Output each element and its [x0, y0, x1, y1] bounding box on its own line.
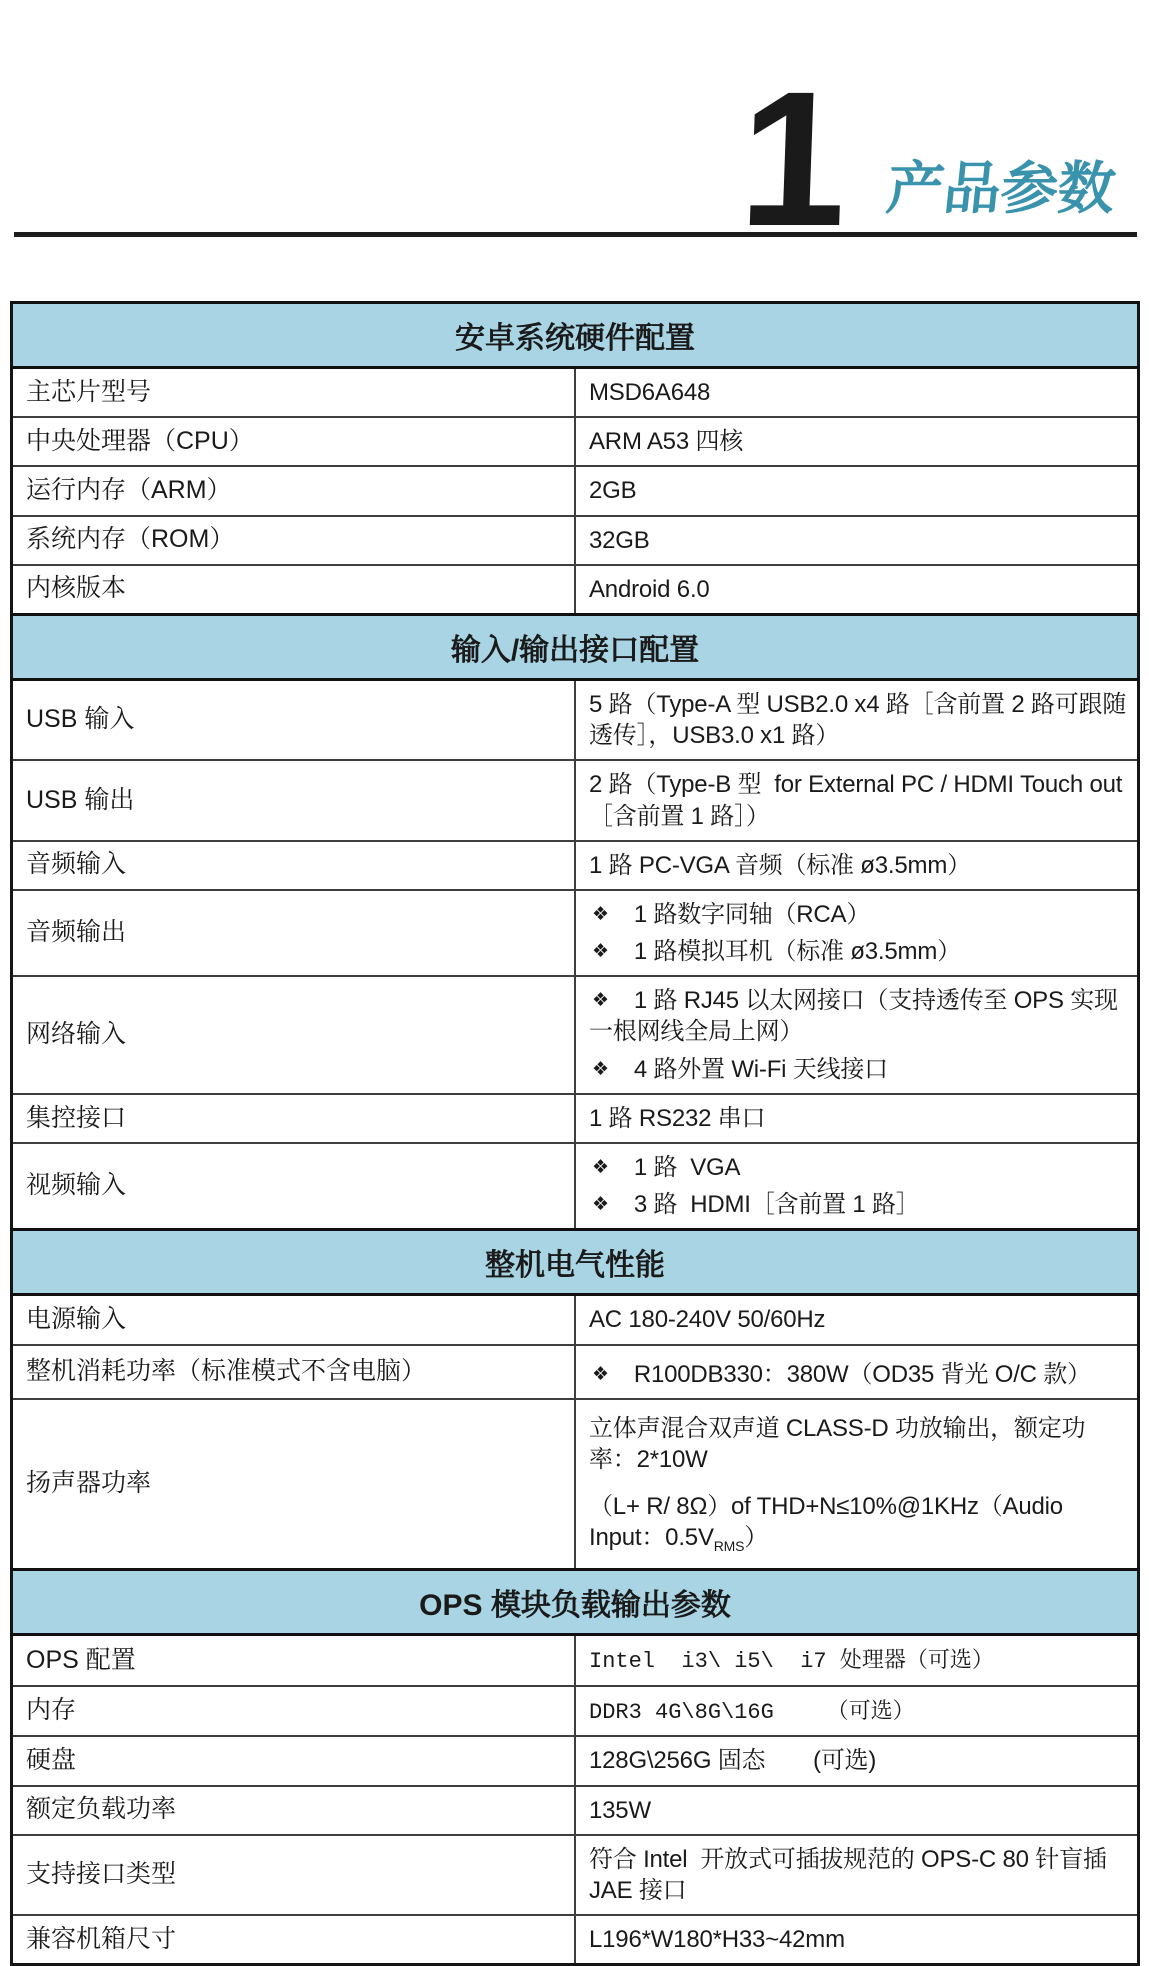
- spec-table: [10, 301, 1140, 1966]
- row-label: 兼容机箱尺寸: [12, 1915, 576, 1965]
- value-text: 135W: [589, 1796, 651, 1824]
- table-row: [12, 417, 1139, 466]
- value-text: 1 路数字同轴（RCA）: [633, 900, 871, 928]
- row-value: [575, 1686, 1139, 1737]
- section-title: 安卓系统硬件配置: [12, 303, 1139, 368]
- table-row: [12, 1736, 1139, 1785]
- row-label: 主芯片型号: [12, 368, 576, 418]
- row-value: [575, 1295, 1139, 1345]
- value-text: 1 路模拟耳机（标准 ø3.5mm）: [633, 938, 961, 966]
- section-header-row: [12, 1230, 1139, 1295]
- table-row: [12, 1915, 1139, 1965]
- value-text: 5 路（Type-A 型 USB2.0 x4 路［含前置 2 路可跟随透传］，USB3.0 x1 路）: [589, 690, 1127, 750]
- row-value: [575, 760, 1139, 840]
- diamond-bullet-icon: ❖: [592, 1194, 609, 1216]
- chapter-heading: [0, 0, 1149, 267]
- diamond-bullet-icon: ❖: [592, 1363, 609, 1385]
- row-label: 硬盘: [12, 1736, 576, 1785]
- row-label: 内存: [12, 1686, 576, 1737]
- value-text: 立体声混合双声道 CLASS-D 功放输出，额定功率：2*10W: [589, 1414, 1086, 1473]
- row-label: 音频输入: [12, 841, 576, 890]
- table-row: [12, 679, 1139, 760]
- section-title: 整机电气性能: [12, 1230, 1139, 1295]
- page-title: 产品参数: [883, 157, 1119, 221]
- value-text: 1 路 PC-VGA 音频（标准 ø3.5mm）: [589, 851, 971, 879]
- row-value: [575, 841, 1139, 890]
- table-row: [12, 760, 1139, 840]
- value-text: 1 路 RJ45 以太网接口（支持透传至 OPS 实现一根网线全局上网）: [589, 987, 1118, 1046]
- row-value: [575, 1094, 1139, 1143]
- row-label: USB 输出: [12, 760, 576, 840]
- section-title: OPS 模块负载输出参数: [12, 1570, 1139, 1635]
- value-text: 2GB: [589, 477, 637, 505]
- row-label: 支持接口类型: [12, 1835, 576, 1915]
- row-label: 音频输出: [12, 890, 576, 976]
- row-value: [575, 417, 1139, 466]
- table-row: [12, 841, 1139, 890]
- value-text: Android 6.0: [589, 575, 710, 603]
- row-label: 网络输入: [12, 976, 576, 1094]
- value-text: ARM A53 四核: [589, 428, 744, 456]
- row-label: 集控接口: [12, 1094, 576, 1143]
- row-label: 中央处理器（CPU）: [12, 417, 576, 466]
- table-row: [12, 1399, 1139, 1570]
- value-text: 32GB: [589, 526, 650, 554]
- diamond-bullet-icon: ❖: [592, 1058, 609, 1080]
- row-value: [575, 890, 1139, 976]
- table-row: [12, 1143, 1139, 1230]
- diamond-bullet-icon: ❖: [592, 1157, 609, 1178]
- table-row: [12, 1686, 1139, 1737]
- value-text: 1 路 RS232 串口: [589, 1104, 766, 1132]
- row-value: [575, 466, 1139, 515]
- row-value: [575, 565, 1139, 615]
- diamond-bullet-icon: ❖: [592, 941, 609, 963]
- value-text: AC 180-240V 50/60Hz: [589, 1306, 826, 1334]
- table-row: [12, 1295, 1139, 1345]
- value-text: L196*W180*H33~42mm: [589, 1926, 845, 1954]
- value-text: 3 路 HDMI［含前置 1 路］: [633, 1191, 920, 1219]
- row-label: 内核版本: [12, 565, 576, 615]
- section-header-row: [12, 303, 1139, 368]
- row-value: [575, 1736, 1139, 1785]
- value-text: （L+ R/ 8Ω）of THD+N≤10%@1KHz（Audio Input：0.5V: [589, 1493, 1070, 1552]
- table-row: [12, 1345, 1139, 1399]
- row-value: [575, 1786, 1139, 1835]
- section-header-row: [12, 614, 1139, 679]
- row-value: [575, 1915, 1139, 1965]
- row-value: [575, 679, 1139, 760]
- row-value: [575, 1635, 1139, 1686]
- row-label: 视频输入: [12, 1143, 576, 1230]
- row-value: [575, 368, 1139, 418]
- value-text: ）: [744, 1524, 769, 1552]
- row-label: 额定负载功率: [12, 1786, 576, 1835]
- value-text: MSD6A648: [589, 379, 711, 406]
- table-row: [12, 368, 1139, 418]
- diamond-bullet-icon: ❖: [592, 990, 609, 1012]
- diamond-bullet-icon: ❖: [592, 903, 609, 925]
- value-text: 128G\256G 固态 (可选): [589, 1747, 877, 1775]
- value-text: R100DB330：380W（OD35 背光 O/C 款）: [633, 1360, 1091, 1388]
- row-label: 扬声器功率: [12, 1399, 576, 1570]
- row-label: OPS 配置: [12, 1635, 576, 1686]
- row-label: 整机消耗功率（标准模式不含电脑）: [12, 1345, 576, 1399]
- value-text: 4 路外置 Wi-Fi 天线接口: [633, 1055, 888, 1083]
- row-label: 电源输入: [12, 1295, 576, 1345]
- row-value: [575, 1399, 1139, 1570]
- section-title: 输入/输出接口配置: [12, 614, 1139, 679]
- table-row: [12, 565, 1139, 615]
- row-value: [575, 976, 1139, 1094]
- row-value: [575, 516, 1139, 565]
- table-row: [12, 976, 1139, 1094]
- row-label: USB 输入: [12, 679, 576, 760]
- row-label: 系统内存（ROM）: [12, 516, 576, 565]
- heading-divider: [14, 232, 1137, 237]
- value-text: DDR3 4G\8G\16G （可选）: [589, 1699, 915, 1725]
- chapter-number: 1: [736, 51, 845, 267]
- table-row: [12, 890, 1139, 976]
- table-row: [12, 516, 1139, 565]
- row-value: [575, 1143, 1139, 1230]
- table-row: [12, 1786, 1139, 1835]
- row-value: [575, 1345, 1139, 1399]
- table-row: [12, 1635, 1139, 1686]
- value-subscript: RMS: [713, 1538, 745, 1555]
- value-text: 符合 Intel 开放式可插拔规范的 OPS-C 80 针盲插 JAE 接口: [589, 1845, 1114, 1905]
- table-row: [12, 1094, 1139, 1143]
- table-row: [12, 466, 1139, 515]
- value-text: Intel i3\ i5\ i7 处理器（可选）: [589, 1649, 994, 1675]
- value-text: 2 路（Type-B 型 for External PC / HDMI Touch out［含前置 1 路］）: [589, 771, 1123, 830]
- row-value: [575, 1835, 1139, 1915]
- row-label: 运行内存（ARM）: [12, 466, 576, 515]
- section-header-row: [12, 1570, 1139, 1635]
- table-row: [12, 1835, 1139, 1915]
- value-text: 1 路 VGA: [633, 1154, 741, 1181]
